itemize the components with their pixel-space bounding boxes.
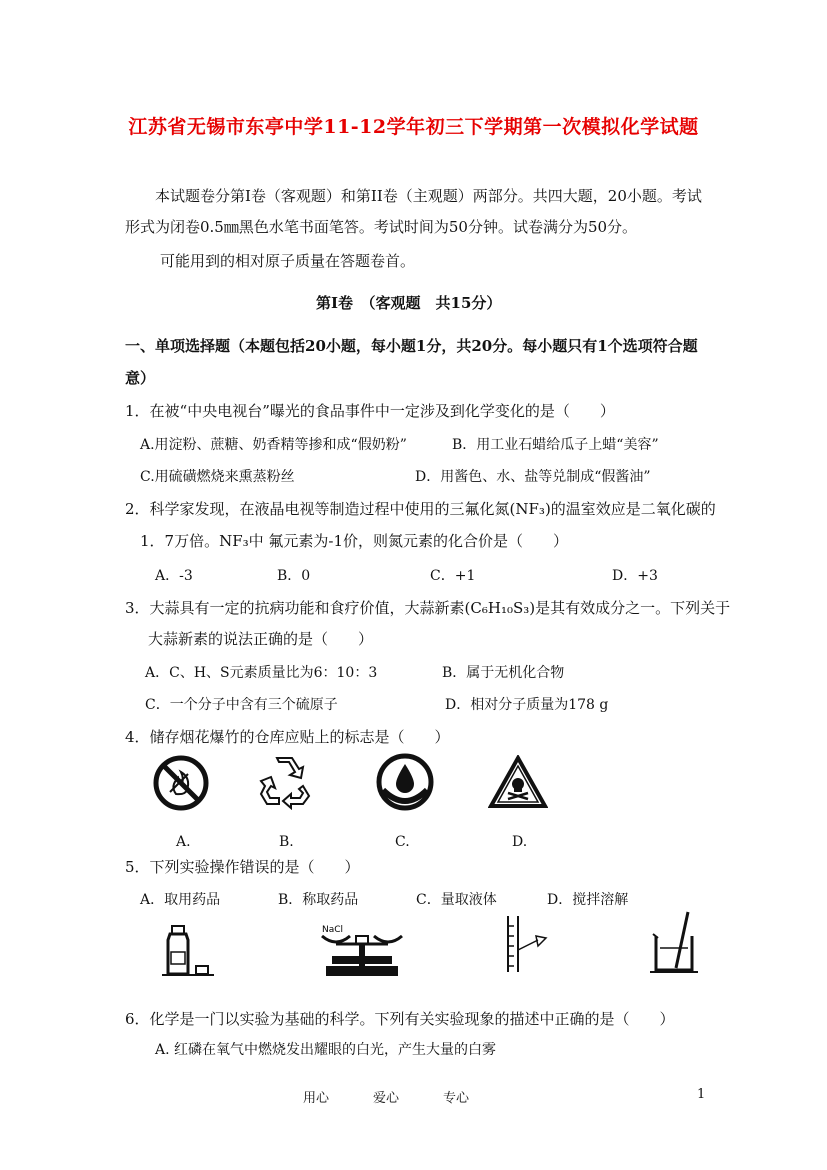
- page-number: 1: [697, 1087, 706, 1102]
- q2-option-b: B．0: [277, 568, 311, 584]
- intro-line-1: 本试题卷分第Ⅰ卷（客观题）和第II卷（主观题）两部分。共四大题，20小题。考试: [155, 187, 702, 205]
- q3-option-c: C．一个分子中含有三个硫原子: [145, 697, 338, 713]
- q2-option-c: C．+1: [430, 568, 476, 584]
- q5-option-b: B．称取药品: [278, 892, 359, 908]
- recycle-icon: [259, 756, 315, 810]
- part1-heading-line-1: 一、单项选择题（本题包括20小题，每小题1分，共20分。每小题只有1个选项符合题: [125, 337, 698, 355]
- q2-stem-line-2: 1．7万倍。NF₃中 氟元素为-1价，则氮元素的化合价是（ ）: [140, 532, 569, 550]
- footer-word-1: 用心: [303, 1091, 330, 1106]
- q1-option-c: C.用硫磺燃烧来熏蒸粉丝: [140, 469, 295, 485]
- q5-option-c: C．量取液体: [416, 892, 497, 908]
- q3-stem-line-1: 3．大蒜具有一定的抗病功能和食疗价值，大蒜新素(C₆H₁₀S₃)是其有效成分之一。下列关于: [125, 599, 731, 617]
- q2-option-d: D．+3: [612, 568, 658, 584]
- q1-option-a: A.用淀粉、蔗糖、奶香精等掺和成“假奶粉”: [140, 437, 407, 453]
- q4-label-b: B.: [279, 834, 294, 850]
- nacl-label: NaCl: [322, 925, 344, 935]
- q1-option-b: B．用工业石蜡给瓜子上蜡“美容”: [452, 437, 659, 453]
- water-drop-sign-icon: [375, 752, 435, 812]
- beaker-stirring-illustration: [648, 910, 700, 976]
- intro-line-2: 形式为闭卷0.5㎜黑色水笔书面笔答。考试时间为50分钟。试卷满分为50分。: [125, 218, 638, 236]
- q4-label-a: A.: [176, 834, 191, 850]
- q2-option-a: A．-3: [155, 568, 193, 584]
- q5-stem: 5．下列实验操作错误的是（ ）: [125, 858, 360, 876]
- toxic-warning-icon: [488, 755, 548, 809]
- section-title: 第Ⅰ卷 （客观题 共15分）: [316, 294, 502, 312]
- part1-heading-line-2: 意）: [125, 369, 156, 387]
- footer-word-3: 专心: [443, 1091, 470, 1106]
- q3-option-b: B．属于无机化合物: [442, 665, 565, 681]
- balance-scale-illustration: [318, 922, 406, 980]
- q5-option-d: D．搅拌溶解: [547, 892, 629, 908]
- q4-label-d: D.: [512, 834, 528, 850]
- page-title: 江苏省无锡市东亭中学11-12学年初三下学期第一次模拟化学试题: [128, 116, 699, 138]
- q3-option-d: D．相对分子质量为178 g: [445, 697, 609, 713]
- q2-stem-line-1: 2．科学家发现，在液晶电视等制造过程中使用的三氟化氮(NF₃)的温室效应是二氧化碳的: [125, 500, 716, 518]
- q1-stem: 1．在被“中央电视台”曝光的食品事件中一定涉及到化学变化的是（ ）: [125, 402, 615, 420]
- q3-stem-line-2: 大蒜新素的说法正确的是（ ）: [148, 630, 374, 648]
- reagent-bottle-illustration: [160, 922, 218, 980]
- q3-option-a: A．C、H、S元素质量比为6：10：3: [145, 665, 378, 681]
- q4-stem: 4．储存烟花爆竹的仓库应贴上的标志是（ ）: [125, 728, 450, 746]
- footer-word-2: 爱心: [373, 1091, 400, 1106]
- q6-option-a: A. 红磷在氧气中燃烧发出耀眼的白光，产生大量的白雾: [155, 1042, 497, 1058]
- no-fire-sign-icon: [152, 754, 210, 812]
- q4-label-c: C.: [395, 834, 410, 850]
- q1-option-d: D．用酱色、水、盐等兑制成“假酱油”: [415, 469, 651, 485]
- intro-line-3: 可能用到的相对原子质量在答题卷首。: [160, 252, 416, 270]
- q6-stem: 6．化学是一门以实验为基础的科学。下列有关实验现象的描述中正确的是（ ）: [125, 1010, 675, 1028]
- q5-option-a: A．取用药品: [140, 892, 221, 908]
- graduated-cylinder-illustration: [496, 914, 554, 974]
